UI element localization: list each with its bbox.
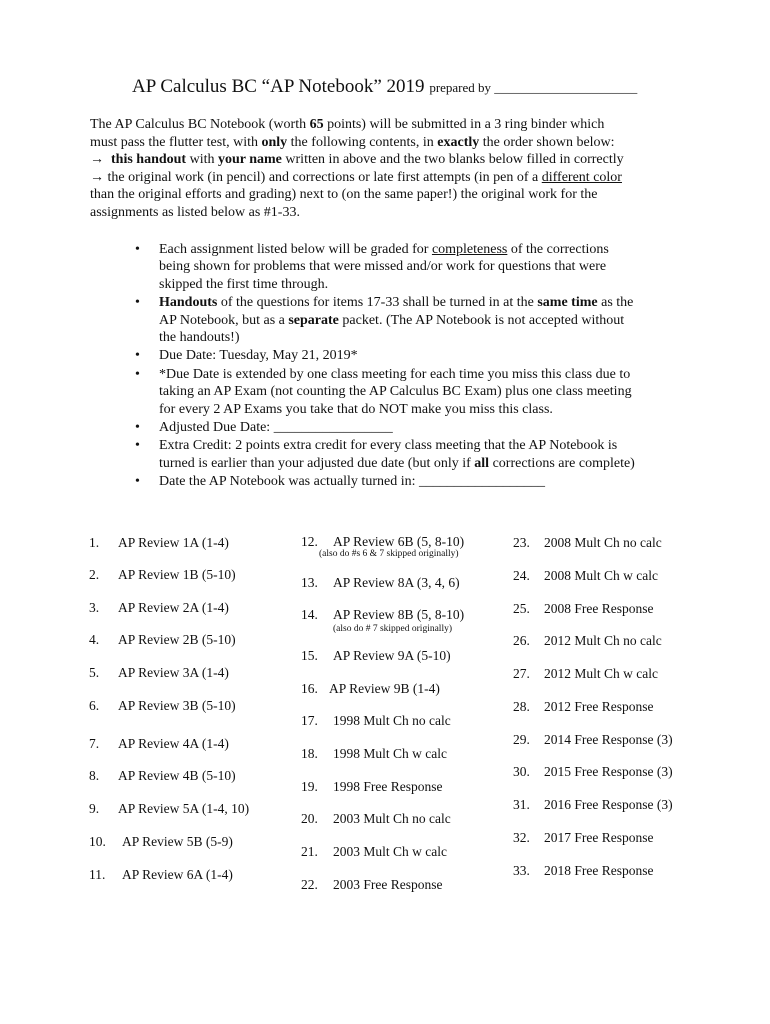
assignment-item [89, 698, 236, 714]
assignment-label: 2003 Mult Ch w calc [333, 844, 447, 859]
assignment-number: 1. [89, 535, 100, 550]
assignment-item [301, 811, 451, 827]
assignment-number: 13. [301, 575, 318, 590]
assignment-label: AP Review 2B (5-10) [118, 632, 236, 647]
assignment-label: 2008 Mult Ch no calc [544, 535, 662, 550]
assignment-note-12: (also do #s 6 & 7 skipped originally) [319, 549, 459, 559]
assignment-number: 15. [301, 648, 318, 663]
assignment-number: 10. [89, 834, 106, 849]
assignment-number: 11. [89, 867, 106, 882]
assignment-item [513, 732, 673, 748]
arrow-icon: → [90, 169, 104, 185]
page-title [132, 76, 637, 98]
assignment-number: 17. [301, 713, 318, 728]
due-date: Due Date: Tuesday, May 21, 2019* [159, 348, 358, 364]
assignment-item [89, 600, 229, 616]
assignment-number: 30. [513, 764, 530, 779]
assignment-item [513, 699, 653, 715]
assignment-item [89, 665, 229, 681]
assignment-number: 21. [301, 844, 318, 859]
assignment-number: 32. [513, 830, 530, 845]
assignment-number: 24. [513, 568, 530, 583]
assignment-label: 2008 Mult Ch w calc [544, 568, 658, 583]
bullet-icon: • [135, 366, 140, 382]
assignment-number: 12. [301, 534, 318, 549]
assignment-label: AP Review 4A (1-4) [118, 736, 229, 751]
assignment-number: 8. [89, 768, 100, 783]
assignment-item [513, 764, 673, 780]
prepared-by-blank: prepared by ______________________ [429, 80, 638, 95]
intro-line-3: → this handout with your name written in above and the two blanks below filled in correctly [90, 152, 624, 168]
assignment-number: 29. [513, 732, 530, 747]
bullet-icon: • [135, 242, 140, 257]
assignment-item [513, 797, 673, 813]
assignment-item [513, 601, 653, 617]
assignment-item [301, 877, 442, 893]
assignment-label: 2016 Free Response (3) [544, 797, 673, 812]
assignment-item [301, 607, 464, 623]
assignment-label: AP Review 5B (5-9) [122, 834, 233, 849]
assignment-item [301, 575, 460, 591]
assignment-item [513, 863, 653, 879]
list-item: • Handouts of the questions for items 17-33 shall be turned in at the same time as the AP Notebook, but as a separate packet. (The AP Notebook is not accepted without the handouts!) [135, 295, 634, 346]
assignment-item [89, 867, 233, 883]
assignment-label: AP Review 3B (5-10) [118, 698, 236, 713]
assignment-label: 2003 Mult Ch no calc [333, 811, 451, 826]
assignment-number: 7. [89, 736, 100, 751]
assignment-label: AP Review 9B (1-4) [329, 681, 440, 696]
intro-line-6: assignments as listed below as #1-33. [90, 204, 300, 220]
assignment-item [89, 567, 236, 583]
assignment-label: 2014 Free Response (3) [544, 732, 673, 747]
assignment-item [513, 633, 662, 649]
assignment-label: AP Review 6A (1-4) [122, 867, 233, 882]
assignment-number: 27. [513, 666, 530, 681]
assignment-item [301, 713, 451, 729]
assignment-number: 22. [301, 877, 318, 892]
assignment-label: AP Review 8B (5, 8-10) [333, 607, 465, 622]
assignment-number: 33. [513, 863, 530, 878]
assignment-label: 2003 Free Response [333, 877, 443, 892]
list-item: • *Due Date is extended by one class meeting for each time you miss this class due to taking an AP Exam (not counting the AP Calculus BC Exam) plus one class meeting for every 2 AP Exams you take that do NOT make you miss this class. [135, 366, 632, 417]
assignment-item [301, 779, 442, 795]
assignment-item [301, 648, 451, 664]
assignment-number: 18. [301, 746, 318, 761]
assignment-label: AP Review 3A (1-4) [118, 665, 229, 680]
turned-in-date-blank: Date the AP Notebook was actually turned in: __________________ [159, 474, 545, 490]
assignment-number: 4. [89, 632, 100, 647]
assignment-number: 25. [513, 601, 530, 616]
assignment-number: 31. [513, 797, 530, 812]
intro-line-1: The AP Calculus BC Notebook (worth 65 points) will be submitted in a 3 ring binder which [90, 117, 605, 132]
assignment-item [89, 535, 229, 551]
assignment-number: 2. [89, 567, 100, 582]
assignment-number: 28. [513, 699, 530, 714]
bullet-icon: • [135, 420, 140, 436]
assignment-label: AP Review 6B (5, 8-10) [333, 534, 465, 549]
assignment-number: 20. [301, 811, 318, 826]
assignment-label: 2012 Mult Ch w calc [544, 666, 658, 681]
assignment-item [301, 844, 447, 860]
intro-line-5: than the original efforts and grading) next to (on the same paper!) the original work for the [90, 187, 598, 203]
list-item [135, 473, 695, 490]
assignment-item [89, 768, 236, 784]
assignment-label: 1998 Mult Ch no calc [333, 713, 451, 728]
arrow-icon: → [90, 152, 104, 168]
assignment-label: AP Review 4B (5-10) [118, 768, 236, 783]
assignment-label: 2008 Free Response [544, 601, 654, 616]
assignment-number: 14. [301, 607, 318, 622]
assignment-item [513, 568, 658, 584]
assignment-number: 23. [513, 535, 530, 550]
assignment-number: 3. [89, 600, 100, 615]
assignment-label: 2015 Free Response (3) [544, 764, 673, 779]
assignment-label: 2012 Mult Ch no calc [544, 633, 662, 648]
assignment-number: 16. [301, 681, 318, 696]
assignment-label: 2012 Free Response [544, 699, 654, 714]
assignment-item [89, 736, 229, 752]
assignment-item [513, 666, 658, 682]
assignment-label: AP Review 5A (1-4, 10) [118, 801, 250, 816]
assignment-label: AP Review 9A (5-10) [333, 648, 451, 663]
assignment-item [513, 830, 653, 846]
assignment-label: AP Review 1A (1-4) [118, 535, 229, 550]
assignment-item [301, 746, 447, 762]
assignment-label: AP Review 8A (3, 4, 6) [333, 575, 460, 590]
list-item [135, 347, 695, 364]
assignment-item [89, 801, 249, 817]
bullet-icon: • [135, 438, 140, 454]
intro-line-4: → the original work (in pencil) and corrections or late first attempts (in pen of a different color [90, 169, 622, 185]
assignment-number: 5. [89, 665, 100, 680]
assignment-label: 1998 Free Response [333, 779, 443, 794]
assignment-number: 6. [89, 698, 100, 713]
assignment-item [513, 535, 662, 551]
assignment-number: 19. [301, 779, 318, 794]
assignment-label: 2018 Free Response [544, 863, 654, 878]
assignment-note-14: (also do # 7 skipped originally) [333, 624, 452, 634]
bullet-icon: • [135, 295, 140, 311]
bullet-icon: • [135, 348, 140, 364]
assignment-item [301, 534, 464, 550]
list-item [135, 419, 695, 436]
intro-paragraph [90, 116, 690, 222]
intro-line-2: must pass the flutter test, with only the following contents, in exactly the order shown below: [90, 134, 615, 150]
requirements-list [135, 241, 695, 492]
bullet-icon: • [135, 474, 140, 490]
assignment-number: 26. [513, 633, 530, 648]
title-text: AP Calculus BC “AP Notebook” 2019 [132, 76, 425, 97]
list-item: • Extra Credit: 2 points extra credit for every class meeting that the AP Notebook is turned is earlier than your adjusted due date (but only if all corrections are complete) [135, 438, 635, 471]
assignment-item [301, 681, 440, 697]
assignment-label: AP Review 2A (1-4) [118, 600, 229, 615]
assignment-label: AP Review 1B (5-10) [118, 567, 236, 582]
assignment-number: 9. [89, 801, 100, 816]
assignment-item [89, 632, 236, 648]
adjusted-due-date-blank: Adjusted Due Date: _________________ [159, 420, 393, 436]
list-item: • Each assignment listed below will be graded for completeness of the corrections being shown for problems that were missed and/or work for questions that were skipped the first time through. [135, 242, 609, 292]
assignment-label: 2017 Free Response [544, 830, 654, 845]
assignment-item [89, 834, 233, 850]
assignment-label: 1998 Mult Ch w calc [333, 746, 447, 761]
